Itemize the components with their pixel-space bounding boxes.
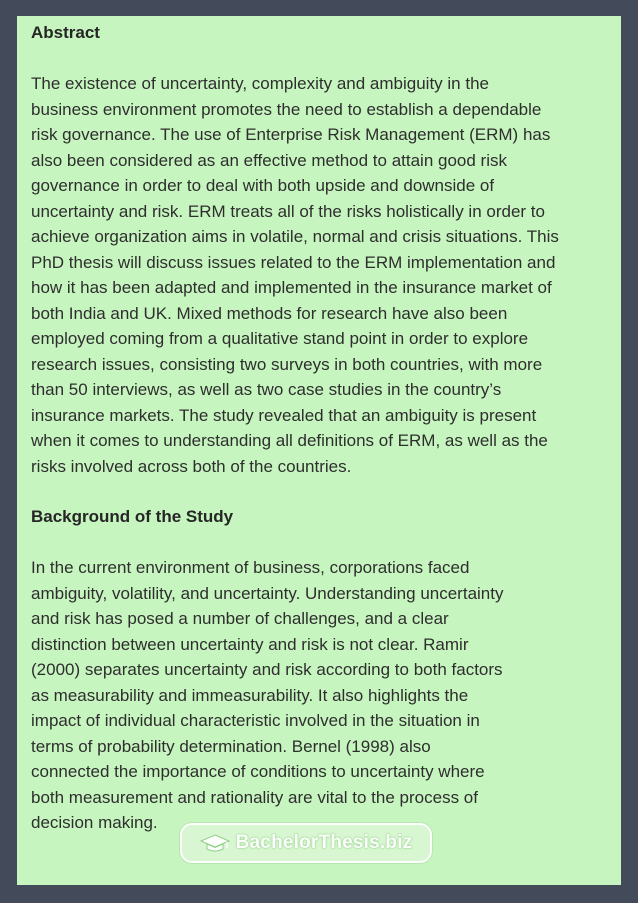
- abstract-paragraph: [31, 71, 607, 479]
- document-page: [17, 16, 621, 885]
- abstract-line: both India and UK. Mixed methods for research have also been: [31, 303, 508, 323]
- watermark-text: BachelorThesis.biz: [235, 832, 413, 853]
- background-line: and risk has posed a number of challenges, and a clear: [31, 609, 449, 628]
- abstract-line: when it comes to understanding all definitions of ERM, as well as the: [31, 431, 548, 450]
- abstract-line: achieve organization aims in volatile, normal and crisis situations. This: [31, 227, 559, 246]
- background-line: ambiguity, volatility, and uncertainty. Understanding uncertainty: [31, 583, 504, 603]
- abstract-line: how it has been adapted and implemented in the insurance market of: [31, 278, 552, 297]
- abstract-line: risk governance. The use of Enterprise Risk Management (ERM) has: [31, 125, 551, 144]
- background-paragraph: [31, 555, 607, 836]
- abstract-line: governance in order to deal with both upside and downside of: [31, 176, 495, 195]
- abstract-line: PhD thesis will discuss issues related to the ERM implementation and: [31, 252, 556, 272]
- background-line: as measurability and immeasurability. It also highlights the: [31, 685, 469, 705]
- abstract-line: uncertainty and risk. ERM treats all of the risks holistically in order to: [31, 201, 545, 221]
- background-line: distinction between uncertainty and risk is not clear. Ramir: [31, 634, 469, 654]
- abstract-line: research issues, consisting two surveys in both countries, with more: [31, 354, 543, 374]
- abstract-line: insurance markets. The study revealed that an ambiguity is present: [31, 405, 537, 425]
- background-line: impact of individual characteristic involved in the situation in: [31, 711, 480, 730]
- background-line: (2000) separates uncertainty and risk according to both factors: [31, 660, 503, 679]
- spacer: [31, 479, 607, 504]
- abstract-heading: Abstract: [31, 23, 100, 42]
- background-line: both measurement and rationality are vital to the process of: [31, 787, 478, 807]
- background-line: connected the importance of conditions to uncertainty where: [31, 762, 485, 781]
- graduation-cap-icon: [200, 833, 230, 853]
- background-line: In the current environment of business, corporations faced: [31, 558, 470, 577]
- background-heading: Background of the Study: [31, 507, 234, 526]
- spacer: [31, 530, 607, 555]
- watermark-badge: [180, 823, 432, 863]
- background-line: terms of probability determination. Bernel (1998) also: [31, 736, 431, 756]
- background-line: decision making.: [31, 813, 158, 832]
- spacer: [31, 46, 607, 71]
- abstract-line: business environment promotes the need to establish a dependable: [31, 99, 542, 119]
- abstract-line: The existence of uncertainty, complexity and ambiguity in the: [31, 74, 489, 93]
- abstract-line: also been considered as an effective method to attain good risk: [31, 150, 507, 170]
- abstract-line: risks involved across both of the countries.: [31, 456, 352, 476]
- abstract-line: than 50 interviews, as well as two case studies in the country’s: [31, 380, 502, 399]
- abstract-line: employed coming from a qualitative stand point in order to explore: [31, 329, 529, 348]
